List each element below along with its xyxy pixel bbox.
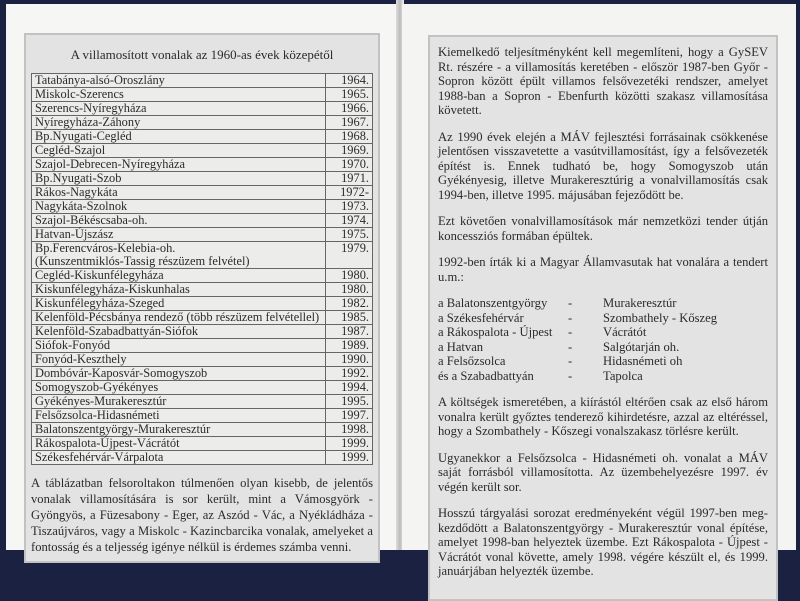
table-row <box>32 130 373 144</box>
line-name: Rákospalota-Újpest-Vácrátót <box>35 436 180 450</box>
year-cell: 1980. <box>326 283 373 297</box>
line-cell <box>32 297 326 311</box>
table-row <box>32 102 373 116</box>
line-cell <box>32 269 326 283</box>
table-row <box>32 74 373 88</box>
line-cell <box>32 74 326 88</box>
table-row <box>32 311 373 325</box>
table-row <box>32 242 373 269</box>
table-row <box>32 200 373 214</box>
tender-to: Szombathely - Kőszeg <box>603 310 718 325</box>
tender-dash: - <box>568 296 573 310</box>
line-cell <box>32 144 326 158</box>
year-cell: 1965. <box>326 88 373 102</box>
table-note: A táblázatban felsoroltakon túlmenően olyan kisebb, de jelentős vonalak villamosítására is sor került, mint a Vámosgyörk - Gyöngyös, a Füzesabony - Eger, az Aszód - Vác, a Nyékládháza - Tiszaújváros, vagy a Miskolc - Kazincbarcika vonalak, amelyeket a fontosság és a teljesség igénye nélkül is érdemes számba venni. <box>31 476 373 554</box>
tender-to: Murakeresztúr <box>603 296 677 310</box>
line-cell <box>32 437 326 451</box>
year-cell: 1979. <box>326 242 373 269</box>
line-cell <box>32 339 326 353</box>
line-name: Nagykáta-Szolnok <box>35 199 128 213</box>
year-cell: 1990. <box>326 353 373 367</box>
year-cell: 1974. <box>326 214 373 228</box>
year-cell: 1987. <box>326 325 373 339</box>
line-cell <box>32 242 326 269</box>
line-cell <box>32 200 326 214</box>
tender-dash: - <box>568 310 573 325</box>
right-page <box>402 4 796 578</box>
table-row <box>32 325 373 339</box>
line-name: Szajol-Debrecen-Nyíregyháza <box>35 157 185 171</box>
table-row <box>32 353 373 367</box>
year-cell: 1971. <box>326 172 373 186</box>
line-cell <box>32 130 326 144</box>
tender-from: és a Szabadbattyán <box>438 368 534 383</box>
table-row <box>32 269 373 283</box>
line-name: Felsőzsolca-Hidasnémeti <box>35 408 160 422</box>
line-name: Fonyód-Keszthely <box>35 352 127 366</box>
year-cell: 1968. <box>326 130 373 144</box>
table-row <box>32 381 373 395</box>
table-row <box>32 339 373 353</box>
table-row <box>32 88 373 102</box>
year-cell: 1980. <box>326 269 373 283</box>
tender-from: a Felsőzsolca <box>438 354 506 368</box>
tender-from: a Rákospalota - Újpest <box>438 325 553 339</box>
line-name: Tatabánya-alsó-Oroszlány <box>35 73 165 87</box>
line-name: Székesfehérvár-Várpalota <box>35 450 164 464</box>
line-name: Bp.Nyugati-Cegléd <box>35 129 132 143</box>
line-name: Somogyszob-Gyékényes <box>35 380 159 394</box>
year-cell: 1989. <box>326 339 373 353</box>
line-name: Kelenföld-Szabadbattyán-Siófok <box>35 324 199 338</box>
year-cell: 1994. <box>326 381 373 395</box>
line-name: Cegléd-Kiskunfélegyháza <box>35 268 164 282</box>
line-name: Nyíregyháza-Záhony <box>35 115 141 129</box>
year-cell: 1970. <box>326 158 373 172</box>
line-name: Kelenföld-Pécsbánya rendező (több részüzem felvétellel) <box>35 310 320 324</box>
line-name: Rákos-Nagykáta <box>35 185 118 199</box>
line-cell <box>32 395 326 409</box>
table-row <box>32 144 373 158</box>
tender-dash: - <box>568 325 573 339</box>
year-cell: 1999. <box>326 437 373 451</box>
line-cell <box>32 325 326 339</box>
line-name: Gyékényes-Murakeresztúr <box>35 394 167 408</box>
line-cell <box>32 283 326 297</box>
table-row <box>32 283 373 297</box>
year-cell: 1995. <box>326 395 373 409</box>
line-cell <box>32 172 326 186</box>
line-cell <box>32 228 326 242</box>
year-cell: 1997. <box>326 409 373 423</box>
tender-dash: - <box>568 339 573 354</box>
tender-to: Vácrátót <box>603 325 647 339</box>
year-cell: 1969. <box>326 144 373 158</box>
line-cell <box>32 451 326 465</box>
year-cell: 1967. <box>326 116 373 130</box>
right-content-box <box>428 35 778 601</box>
paragraph: Kiemelkedő teljesítményként kell megemlíteni, hogy a GySEV Rt. részére - a villamosítás keretében - először 1987-ben Győr - Sopron között épült villamos felsővezetéki rendszer, amelyet 1988-ban a Sopron - Ebenfurth közötti szakasz villamosítása követett. <box>438 45 768 117</box>
table-row <box>32 297 373 311</box>
line-name: Miskolc-Szerencs <box>35 87 124 101</box>
year-cell: 1964. <box>326 74 373 88</box>
table-row <box>32 158 373 172</box>
line-name: Cegléd-Szajol <box>35 143 106 157</box>
year-cell: 1972- <box>326 186 373 200</box>
paragraph: Hosszú tárgyalási sorozat eredményeként végül 1997-ben meg-kezdődött a Balatonszentgyörgy - Murakeresztúr vonal építése, amelyet 1998-ban helyeztek üzembe. Ezt Rákospalota - Újpest - Vácrátót vonal követte, amely 1998. végére készült el, és 1999. januárjában helyezték üzembe. <box>438 506 768 578</box>
line-name: Dombóvár-Kaposvár-Somogyszob <box>35 366 208 380</box>
line-cell <box>32 381 326 395</box>
tender-from: a Székesfehérvár <box>438 310 524 325</box>
tender-dash: - <box>568 354 573 368</box>
table-title: A villamosított vonalak az 1960-as évek közepétől <box>70 47 334 62</box>
line-cell <box>32 88 326 102</box>
table-row <box>32 367 373 381</box>
line-name: Szerencs-Nyíregyháza <box>35 101 147 115</box>
tender-from: a Balatonszentgyörgy <box>438 296 548 310</box>
year-cell: 1973. <box>326 200 373 214</box>
tender-to: Salgótarján oh. <box>603 339 680 354</box>
tender-from: a Hatvan <box>438 339 484 354</box>
year-cell: 1992. <box>326 367 373 381</box>
paragraph: A költségek ismeretében, a kiírástól eltérően csak az első három vonalra került győztes tenderező kihirdetésre, azzal az eltéréssel, hogy a Szombathely - Kőszegi vonalszakasz törlésre került. <box>438 395 768 438</box>
line-cell <box>32 102 326 116</box>
line-name: Hatvan-Újszász <box>35 227 114 241</box>
year-cell: 1985. <box>326 311 373 325</box>
line-name: Siófok-Fonyód <box>35 338 111 352</box>
table-row <box>32 437 373 451</box>
table-row <box>32 214 373 228</box>
line-name: Kiskunfélegyháza-Szeged <box>35 296 165 310</box>
tender-to: Tapolca <box>603 368 643 383</box>
left-content-box <box>24 33 380 563</box>
paragraph: Ezt követően vonalvillamosítások már nemzetközi tender útján koncessziós formában épültek. <box>438 214 768 243</box>
left-page <box>6 4 398 554</box>
table-row <box>32 228 373 242</box>
line-cell <box>32 353 326 367</box>
line-name: Bp.Nyugati-Szob <box>35 171 122 185</box>
table-row <box>32 451 373 465</box>
table-row <box>32 116 373 130</box>
line-name: Kiskunfélegyháza-Kiskunhalas <box>35 282 190 296</box>
table-row <box>32 186 373 200</box>
paragraph: Az 1990 évek elején a MÁV fejlesztési forrásainak csökkenése jelentősen visszavetette a vasútvillamosítást, így a felsővezeték építést is. Ennek tudható be, hogy Somogyszob után Gyékényesig, illetve Murakeresztúrig a vonalvillamosítás csak 1994-ben, illetve 1995. májusában fejeződött be. <box>438 129 768 202</box>
line-cell <box>32 311 326 325</box>
line-cell <box>32 214 326 228</box>
year-cell: 1975. <box>326 228 373 242</box>
year-cell: 1999. <box>326 451 373 465</box>
tender-list <box>438 296 768 383</box>
line-note: (Kunszentmiklós-Tassig részüzem felvétel) <box>35 254 250 268</box>
line-cell <box>32 158 326 172</box>
line-cell <box>32 186 326 200</box>
line-cell <box>32 367 326 381</box>
line-cell <box>32 409 326 423</box>
year-cell: 1966. <box>326 102 373 116</box>
table-row <box>32 423 373 437</box>
line-name: Bp.Ferencváros-Kelebia-oh. <box>35 241 176 255</box>
paragraph: Ugyanekkor a Felsőzsolca - Hidasnémeti oh. vonalat a MÁV saját forrásból villamosította. Az üzembehelyezésre 1997. év végén került sor. <box>438 450 768 494</box>
line-cell <box>32 423 326 437</box>
line-name: Balatonszentgyörgy-Murakeresztúr <box>35 422 211 436</box>
year-cell: 1982. <box>326 297 373 311</box>
table-row <box>32 395 373 409</box>
tender-dash: - <box>568 368 573 383</box>
table-row <box>32 172 373 186</box>
year-cell: 1998. <box>326 423 373 437</box>
line-name: Szajol-Békéscsaba-oh. <box>35 213 148 227</box>
tender-to: Hidasnémeti oh <box>603 354 683 368</box>
electrified-lines-table <box>31 73 373 465</box>
table-row <box>32 409 373 423</box>
line-cell <box>32 116 326 130</box>
paragraph: 1992-ben írták ki a Magyar Államvasutak hat vonalára a tendert u.m.: <box>438 255 768 284</box>
